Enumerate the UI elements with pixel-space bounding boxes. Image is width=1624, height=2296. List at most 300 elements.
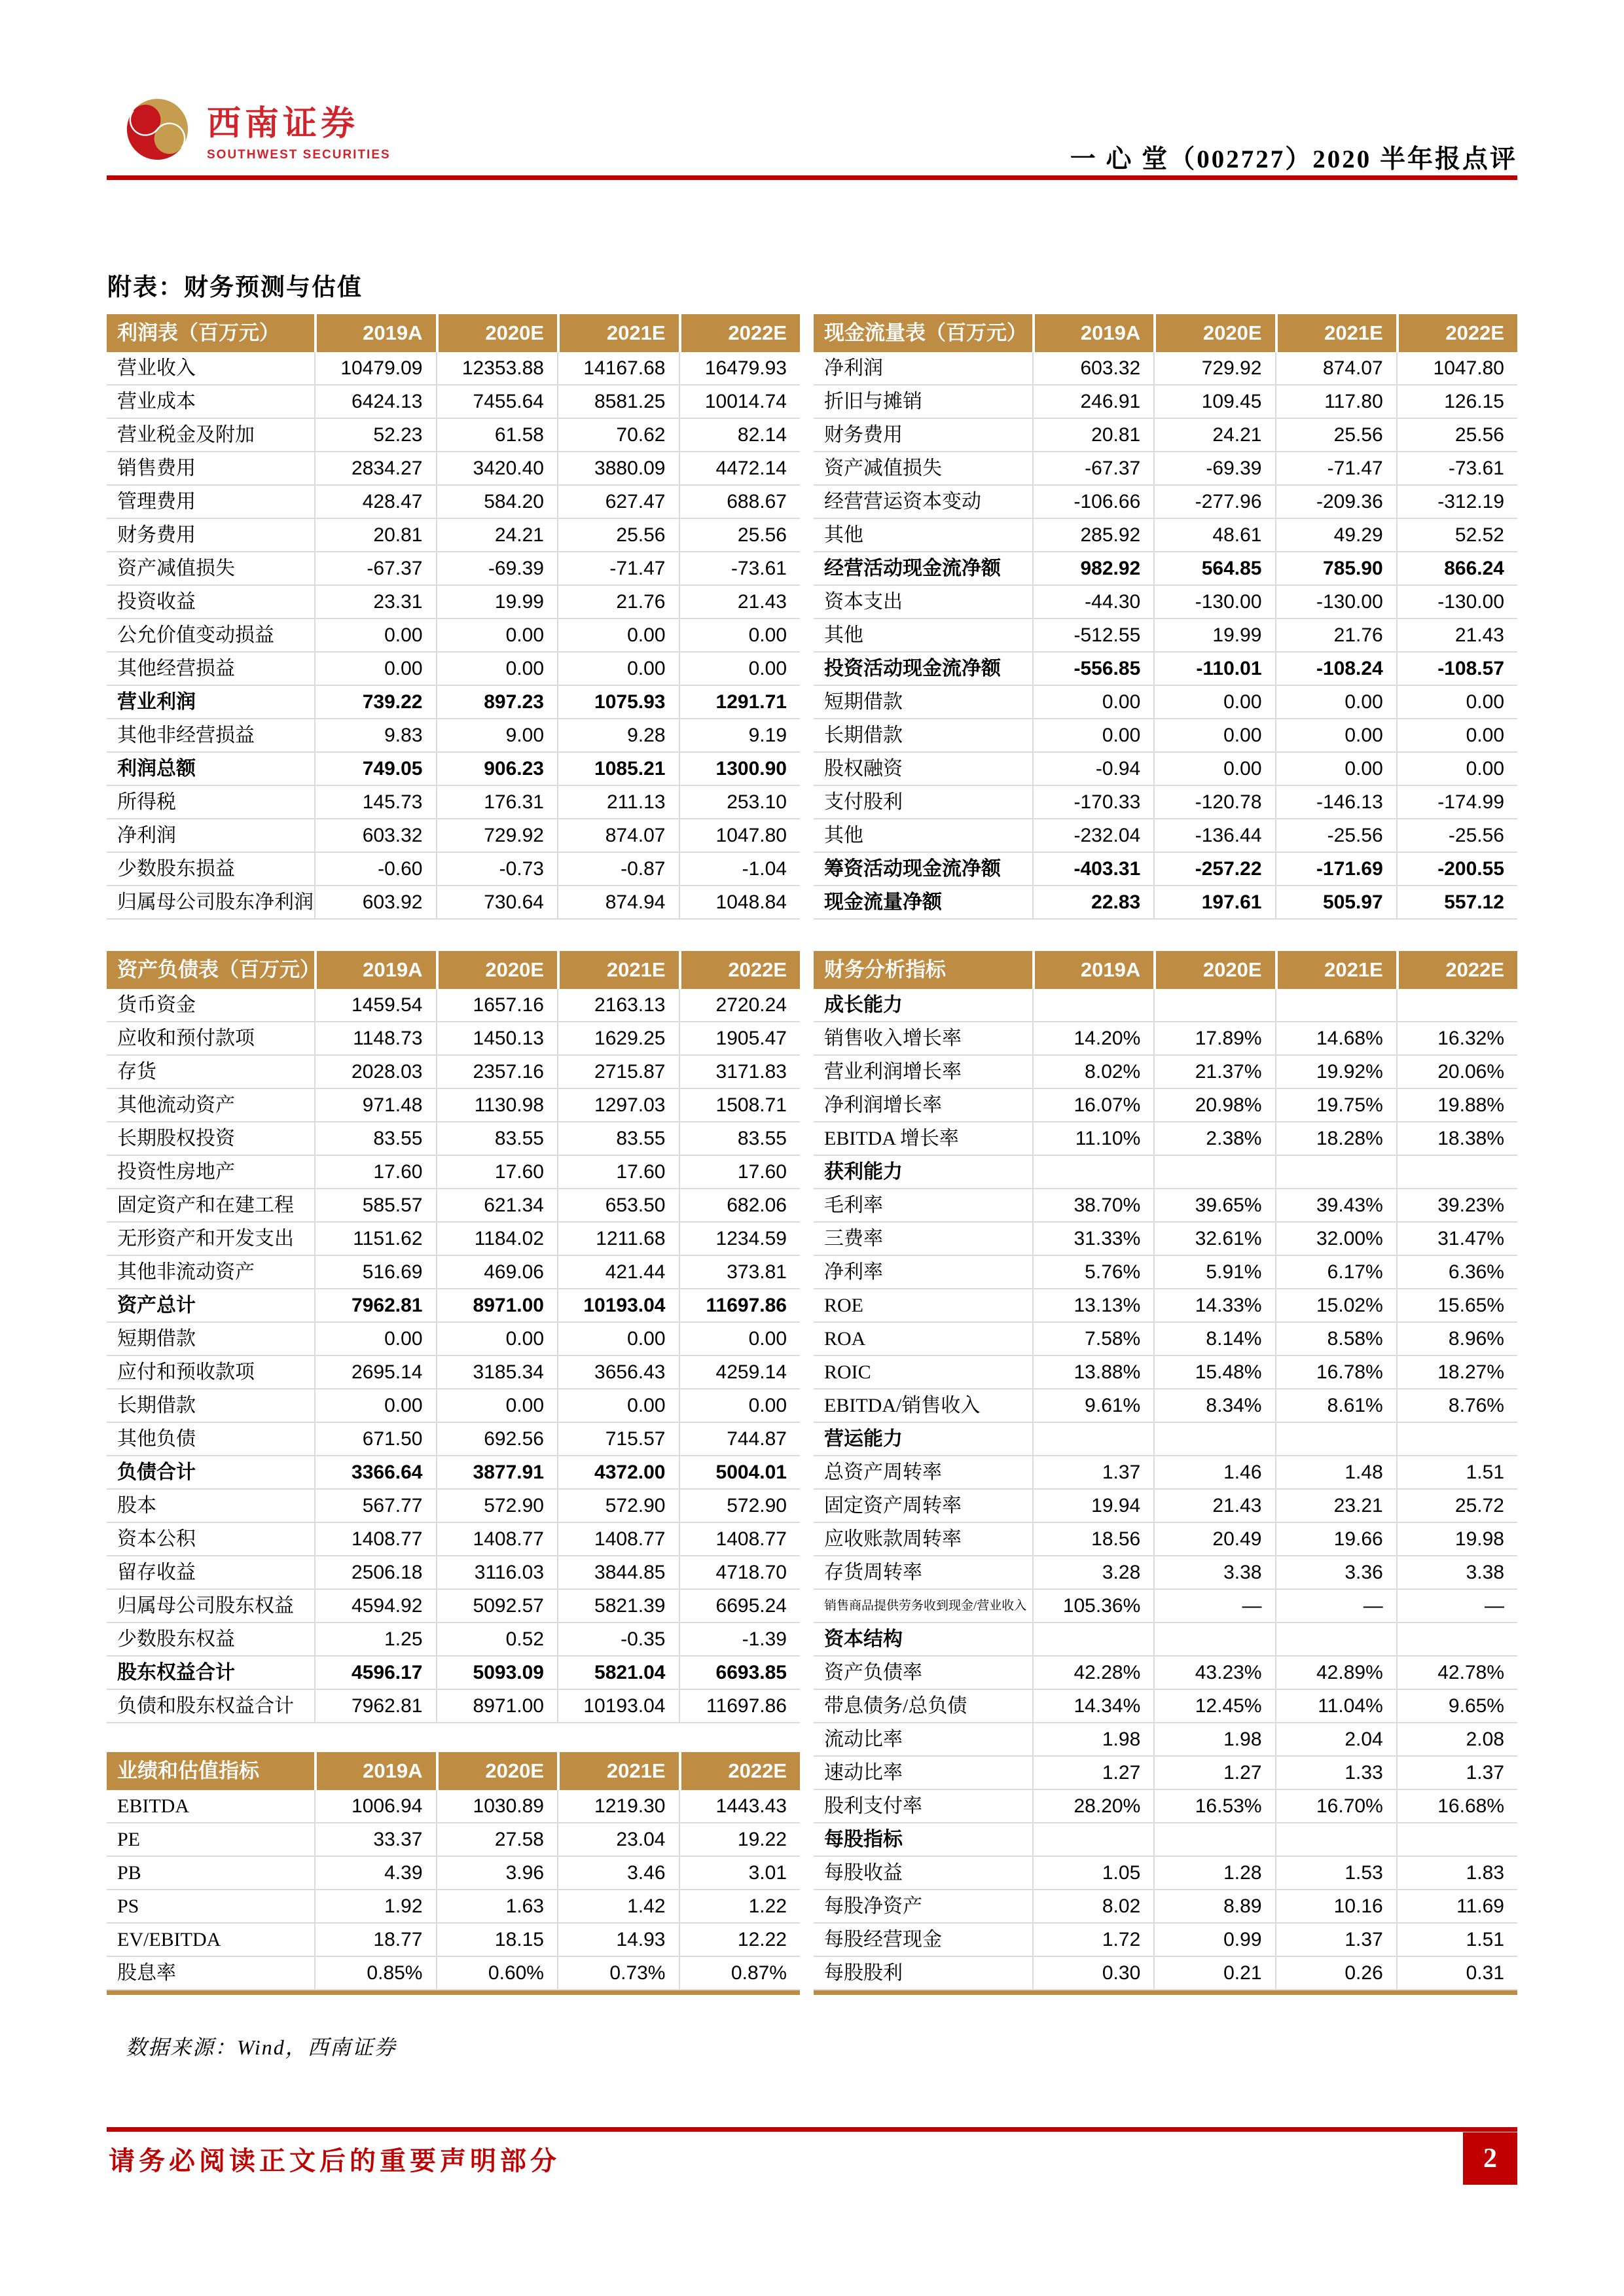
year-column-header: 2022E — [679, 1752, 801, 1790]
row-label: 其他 — [824, 825, 863, 846]
table-row — [107, 1156, 800, 1189]
table-row — [814, 1423, 1517, 1456]
cell-value: 14.20% — [1032, 1022, 1153, 1054]
cell-value: 42.78% — [1396, 1657, 1517, 1689]
cell-value: 1048.84 — [679, 886, 801, 918]
row-label: 其他负债 — [117, 1428, 196, 1450]
table-row — [107, 1189, 800, 1223]
cell-value: 505.97 — [1275, 886, 1396, 918]
cell-value: 109.45 — [1153, 386, 1274, 418]
table-row — [107, 1122, 800, 1156]
cell-value: 43.23% — [1153, 1657, 1274, 1689]
cell-value: 2.08 — [1396, 1723, 1517, 1755]
cell-value: -171.69 — [1275, 853, 1396, 885]
cell-value: 627.47 — [557, 486, 679, 518]
cell-value: 2357.16 — [436, 1056, 558, 1088]
cell-value: 0.00 — [436, 619, 558, 651]
cell-value: 3.46 — [557, 1857, 679, 1889]
cell-value: 0.00 — [1153, 686, 1274, 718]
row-label: 现金流量净额 — [824, 891, 942, 913]
cell-value: 20.98% — [1153, 1089, 1274, 1121]
cell-value: 83.55 — [679, 1122, 801, 1155]
table-row — [814, 452, 1517, 486]
cell-value: 603.32 — [314, 819, 436, 852]
row-label: ROE — [824, 1295, 863, 1316]
table-row — [107, 419, 800, 452]
table-row — [814, 1556, 1517, 1590]
table-row — [107, 1356, 800, 1390]
table-bottom-border — [814, 1990, 1517, 1995]
cell-value: 1047.80 — [679, 819, 801, 852]
cell-value: 16.68% — [1396, 1790, 1517, 1822]
year-column-header: 2021E — [557, 1752, 679, 1790]
cell-value: 653.50 — [557, 1189, 679, 1221]
row-label: 长期借款 — [824, 725, 903, 746]
cell-value: 0.00 — [557, 1323, 679, 1355]
cell-value: 6693.85 — [679, 1657, 801, 1689]
cell-value: 1291.71 — [679, 686, 801, 718]
table-header-row — [107, 1752, 800, 1790]
cell-value: -67.37 — [1032, 452, 1153, 484]
table-row — [107, 753, 800, 786]
cell-value: 692.56 — [436, 1423, 558, 1455]
row-label: 速动比率 — [824, 1762, 903, 1784]
row-label: 营业税金及附加 — [117, 424, 255, 446]
table-row — [814, 1790, 1517, 1823]
cell-value: 1508.71 — [679, 1089, 801, 1121]
row-label: 所得税 — [117, 791, 176, 813]
cell-value: 21.43 — [1396, 619, 1517, 651]
cell-value: 5004.01 — [679, 1456, 801, 1488]
row-label: 无形资产和开发支出 — [117, 1228, 294, 1249]
cell-value: 1148.73 — [314, 1022, 436, 1054]
section-title: 附表：财务预测与估值 — [107, 274, 363, 301]
cell-value: 20.49 — [1153, 1523, 1274, 1555]
cell-value: -110.01 — [1153, 653, 1274, 685]
cell-value: -108.24 — [1275, 653, 1396, 685]
cell-value: 11.69 — [1396, 1890, 1517, 1922]
cell-value: 730.64 — [436, 886, 558, 918]
cell-value: 1450.13 — [436, 1022, 558, 1054]
row-label: 净利率 — [824, 1261, 883, 1283]
cell-value: 17.60 — [314, 1156, 436, 1188]
cell-value: 14167.68 — [557, 352, 679, 384]
logo-text — [207, 98, 391, 162]
cell-value: 21.37% — [1153, 1056, 1274, 1088]
cell-value: 1.98 — [1032, 1723, 1153, 1755]
row-label: 财务费用 — [824, 424, 903, 446]
row-label: 投资活动现金流净额 — [824, 658, 1001, 679]
header-divider — [107, 175, 1517, 180]
cell-value: 1.46 — [1153, 1456, 1274, 1488]
table-row — [107, 1390, 800, 1423]
cell-value: 211.13 — [557, 786, 679, 818]
cell-value — [1396, 1423, 1517, 1455]
row-label: EBITDA — [117, 1795, 189, 1817]
table-row — [107, 386, 800, 419]
valuation-metrics-table — [107, 1752, 800, 1990]
cell-value: 8.76% — [1396, 1390, 1517, 1422]
cell-value: 9.61% — [1032, 1390, 1153, 1422]
table-header-row — [814, 314, 1517, 352]
cell-value: 0.00 — [557, 619, 679, 651]
cell-value: 0.00 — [557, 1390, 679, 1422]
cell-value — [1153, 989, 1274, 1021]
cell-value: -312.19 — [1396, 486, 1517, 518]
cell-value: 61.58 — [436, 419, 558, 451]
cell-value: 6.17% — [1275, 1256, 1396, 1288]
cell-value: 31.33% — [1032, 1223, 1153, 1255]
year-column-header: 2020E — [1153, 314, 1274, 352]
cell-value: 17.89% — [1153, 1022, 1274, 1054]
row-label: 每股指标 — [824, 1829, 903, 1850]
cell-value: -200.55 — [1396, 853, 1517, 885]
cell-value: 1184.02 — [436, 1223, 558, 1255]
cell-value: 0.00 — [314, 1323, 436, 1355]
cell-value — [1153, 1156, 1274, 1188]
cell-value: 3.38 — [1153, 1556, 1274, 1588]
row-label: PB — [117, 1862, 141, 1884]
cell-value: 12353.88 — [436, 352, 558, 384]
row-label: 长期借款 — [117, 1395, 196, 1416]
cell-value: -44.30 — [1032, 586, 1153, 618]
cell-value: 1297.03 — [557, 1089, 679, 1121]
row-label: 投资收益 — [117, 591, 196, 613]
row-label: 财务费用 — [117, 524, 196, 546]
cell-value: 572.90 — [436, 1490, 558, 1522]
cell-value: 1629.25 — [557, 1022, 679, 1054]
cell-value: 17.60 — [436, 1156, 558, 1188]
cell-value: 7.58% — [1032, 1323, 1153, 1355]
table-row — [107, 1423, 800, 1456]
year-column-header: 2021E — [557, 314, 679, 352]
cell-value — [1275, 1823, 1396, 1856]
cell-value: 18.27% — [1396, 1356, 1517, 1388]
table-row — [814, 1356, 1517, 1390]
cell-value: 906.23 — [436, 753, 558, 785]
cell-value: -0.60 — [314, 853, 436, 885]
cell-value: 3.38 — [1396, 1556, 1517, 1588]
row-label: PE — [117, 1829, 141, 1850]
row-label: 经营营运资本变动 — [824, 491, 981, 512]
cell-value: 4259.14 — [679, 1356, 801, 1388]
year-column-header: 2022E — [1396, 951, 1517, 989]
year-column-header: 2020E — [436, 951, 558, 989]
cell-value: 39.23% — [1396, 1189, 1517, 1221]
cell-value: 1075.93 — [557, 686, 679, 718]
row-label: 利润总额 — [117, 758, 196, 780]
table-bottom-border — [107, 1990, 800, 1995]
cell-value: 0.00 — [1275, 719, 1396, 751]
cell-value: 567.77 — [314, 1490, 436, 1522]
cell-value: 5821.04 — [557, 1657, 679, 1689]
cell-value: 25.56 — [679, 519, 801, 551]
cell-value: 0.00 — [679, 619, 801, 651]
table-row — [107, 586, 800, 619]
cell-value: 671.50 — [314, 1423, 436, 1455]
cell-value: 83.55 — [557, 1122, 679, 1155]
table-header-row — [107, 314, 800, 352]
cell-value: 8.96% — [1396, 1323, 1517, 1355]
table-row — [107, 352, 800, 386]
cell-value: 3.96 — [436, 1857, 558, 1889]
cell-value: 2715.87 — [557, 1056, 679, 1088]
row-label: 负债合计 — [117, 1462, 196, 1483]
footer-disclaimer: 请务必阅读正文后的重要声明部分 — [109, 2146, 560, 2176]
cell-value: 52.23 — [314, 419, 436, 451]
cell-value: 0.85% — [314, 1957, 436, 1989]
row-label: 其他流动资产 — [117, 1094, 235, 1116]
cell-value: 11.10% — [1032, 1122, 1153, 1155]
cell-value: 584.20 — [436, 486, 558, 518]
row-label: 股东权益合计 — [117, 1662, 235, 1683]
row-label: 其他非经营损益 — [117, 725, 255, 746]
cell-value: 19.99 — [436, 586, 558, 618]
cell-value: 3844.85 — [557, 1556, 679, 1588]
cell-value: 42.89% — [1275, 1657, 1396, 1689]
cell-value: 18.15 — [436, 1924, 558, 1956]
row-label: 支付股利 — [824, 791, 903, 813]
cell-value: 1.53 — [1275, 1857, 1396, 1889]
cell-value: 729.92 — [436, 819, 558, 852]
cell-value — [1153, 1423, 1274, 1455]
data-source-note: 数据来源：Wind，西南证券 — [126, 2036, 397, 2059]
year-column-header: 2021E — [1275, 314, 1396, 352]
cell-value: -130.00 — [1396, 586, 1517, 618]
row-label: 销售商品提供劳务收到现金/营业收入 — [824, 1599, 1027, 1613]
cell-value: 785.90 — [1275, 552, 1396, 584]
cell-value: 5.91% — [1153, 1256, 1274, 1288]
footer-divider — [107, 2127, 1517, 2132]
cell-value: 1.22 — [679, 1890, 801, 1922]
cell-value: 0.00 — [1032, 719, 1153, 751]
row-label: 短期借款 — [117, 1328, 196, 1350]
cell-value: 2028.03 — [314, 1056, 436, 1088]
row-label: 净利润 — [824, 357, 883, 379]
cell-value: 22.83 — [1032, 886, 1153, 918]
cell-value: 17.60 — [679, 1156, 801, 1188]
left-column — [107, 314, 800, 1995]
year-column-header: 2019A — [1032, 314, 1153, 352]
cell-value: 8.34% — [1153, 1390, 1274, 1422]
cell-value: -257.22 — [1153, 853, 1274, 885]
year-column-header: 2022E — [679, 951, 801, 989]
year-column-header: 2019A — [314, 951, 436, 989]
cell-value: 11697.86 — [679, 1289, 801, 1321]
table-row — [814, 1390, 1517, 1423]
cell-value: -73.61 — [679, 552, 801, 584]
cell-value: 21.43 — [1153, 1490, 1274, 1522]
year-column-header: 2020E — [1153, 951, 1274, 989]
table-row — [814, 886, 1517, 920]
cell-value: 19.88% — [1396, 1089, 1517, 1121]
cell-value: 373.81 — [679, 1256, 801, 1288]
row-label: 营业成本 — [117, 391, 196, 412]
cell-value: 20.81 — [1032, 419, 1153, 451]
cell-value: 1047.80 — [1396, 352, 1517, 384]
row-label: 每股经营现金 — [824, 1929, 942, 1950]
cell-value: 2.04 — [1275, 1723, 1396, 1755]
row-label: 资本支出 — [824, 591, 903, 613]
row-label: 每股收益 — [824, 1862, 903, 1884]
cell-value: 5093.09 — [436, 1657, 558, 1689]
cell-value: -120.78 — [1153, 786, 1274, 818]
cell-value: 0.00 — [314, 653, 436, 685]
cell-value: 145.73 — [314, 786, 436, 818]
cell-value: 16479.93 — [679, 352, 801, 384]
cell-value: -136.44 — [1153, 819, 1274, 852]
cell-value: 9.83 — [314, 719, 436, 751]
cell-value: 0.00 — [557, 653, 679, 685]
cell-value: — — [1396, 1590, 1517, 1622]
cell-value: 25.56 — [557, 519, 679, 551]
cell-value: 10193.04 — [557, 1690, 679, 1722]
cell-value: 0.26 — [1275, 1957, 1396, 1989]
cell-value — [1032, 1156, 1153, 1188]
cell-value: 1408.77 — [679, 1523, 801, 1555]
cell-value: 14.33% — [1153, 1289, 1274, 1321]
cell-value: 744.87 — [679, 1423, 801, 1455]
cell-value: 4472.14 — [679, 452, 801, 484]
table-row — [814, 1223, 1517, 1256]
cell-value: 20.81 — [314, 519, 436, 551]
cell-value: 9.65% — [1396, 1690, 1517, 1722]
cell-value: 8.61% — [1275, 1390, 1396, 1422]
cell-value: 12.22 — [679, 1924, 801, 1956]
cell-value: 0.00 — [436, 1323, 558, 1355]
table-row — [814, 1289, 1517, 1323]
cell-value: 16.32% — [1396, 1022, 1517, 1054]
row-label: 存货周转率 — [824, 1562, 922, 1583]
table-row — [107, 1223, 800, 1256]
cell-value: -1.39 — [679, 1623, 801, 1655]
table-row — [814, 1957, 1517, 1990]
cell-value: 585.57 — [314, 1189, 436, 1221]
row-label: 折旧与摊销 — [824, 391, 922, 412]
table-row — [814, 1523, 1517, 1556]
cell-value: 19.22 — [679, 1823, 801, 1856]
table-row — [107, 452, 800, 486]
row-label: EBITDA 增长率 — [824, 1128, 959, 1149]
cell-value: 0.00 — [1396, 753, 1517, 785]
cell-value: 1.92 — [314, 1890, 436, 1922]
row-label: 成长能力 — [824, 994, 903, 1016]
cell-value: 83.55 — [436, 1122, 558, 1155]
cell-value: 0.52 — [436, 1623, 558, 1655]
row-label: 其他非流动资产 — [117, 1261, 255, 1283]
row-label: 其他 — [824, 524, 863, 546]
cell-value — [1153, 1823, 1274, 1856]
cell-value: 4718.70 — [679, 1556, 801, 1588]
cell-value: 83.55 — [314, 1122, 436, 1155]
logo-mark-icon — [126, 98, 189, 160]
cell-value: 246.91 — [1032, 386, 1153, 418]
page-number-badge: 2 — [1463, 2132, 1517, 2185]
cell-value: 1.37 — [1275, 1924, 1396, 1956]
row-label: 获利能力 — [824, 1161, 903, 1183]
table-row — [814, 486, 1517, 519]
cell-value: -67.37 — [314, 552, 436, 584]
year-column-header: 2022E — [679, 314, 801, 352]
table-row — [107, 1323, 800, 1356]
cell-value: 0.00 — [1153, 753, 1274, 785]
cell-value: 82.14 — [679, 419, 801, 451]
cell-value: 0.00 — [1396, 719, 1517, 751]
cell-value: 1.42 — [557, 1890, 679, 1922]
cell-value: -25.56 — [1275, 819, 1396, 852]
table-row — [107, 1523, 800, 1556]
cell-value: 7962.81 — [314, 1289, 436, 1321]
cell-value: 49.29 — [1275, 519, 1396, 551]
cell-value: 23.31 — [314, 586, 436, 618]
cell-value: 971.48 — [314, 1089, 436, 1121]
cell-value: -0.94 — [1032, 753, 1153, 785]
cell-value: 8581.25 — [557, 386, 679, 418]
row-label: 股息率 — [117, 1962, 176, 1984]
row-label: 其他 — [824, 624, 863, 646]
cell-value: 421.44 — [557, 1256, 679, 1288]
cell-value: 5.76% — [1032, 1256, 1153, 1288]
row-label: EBITDA/销售收入 — [824, 1395, 981, 1416]
cell-value: 572.90 — [679, 1490, 801, 1522]
table-row — [814, 1323, 1517, 1356]
cell-value — [1032, 989, 1153, 1021]
cell-value: 682.06 — [679, 1189, 801, 1221]
cell-value: 0.00 — [679, 1390, 801, 1422]
cell-value: -174.99 — [1396, 786, 1517, 818]
cell-value: 18.38% — [1396, 1122, 1517, 1155]
cell-value: 1443.43 — [679, 1790, 801, 1822]
cell-value: 18.56 — [1032, 1523, 1153, 1555]
cell-value: 621.34 — [436, 1189, 558, 1221]
year-column-header: 2019A — [314, 1752, 436, 1790]
cell-value: 9.00 — [436, 719, 558, 751]
cell-value: 32.61% — [1153, 1223, 1274, 1255]
cell-value: 874.94 — [557, 886, 679, 918]
row-label: 固定资产和在建工程 — [117, 1194, 294, 1216]
cell-value: 1.28 — [1153, 1857, 1274, 1889]
table-row — [814, 1657, 1517, 1690]
row-label: 资产总计 — [117, 1295, 196, 1316]
cell-value: 1130.98 — [436, 1089, 558, 1121]
cell-value: 572.90 — [557, 1490, 679, 1522]
row-label: 固定资产周转率 — [824, 1495, 962, 1516]
row-label: 短期借款 — [824, 691, 903, 713]
cell-value: 24.21 — [1153, 419, 1274, 451]
cell-value: 469.06 — [436, 1256, 558, 1288]
table-row — [107, 1957, 800, 1990]
cell-value: -25.56 — [1396, 819, 1517, 852]
table-row — [107, 686, 800, 719]
cell-value: 19.94 — [1032, 1490, 1153, 1522]
cell-value: 117.80 — [1275, 386, 1396, 418]
cell-value: 0.99 — [1153, 1924, 1274, 1956]
row-label: PS — [117, 1895, 139, 1917]
row-label: 资产减值损失 — [824, 457, 942, 479]
row-label: 毛利率 — [824, 1194, 883, 1216]
cell-value: 2695.14 — [314, 1356, 436, 1388]
cell-value: 1657.16 — [436, 989, 558, 1021]
table-row — [107, 1490, 800, 1523]
cell-value: 6695.24 — [679, 1590, 801, 1622]
cell-value: 428.47 — [314, 486, 436, 518]
table-row — [814, 519, 1517, 552]
table-title: 利润表（百万元） — [117, 321, 280, 344]
row-label: 管理费用 — [117, 491, 196, 512]
cell-value: 2163.13 — [557, 989, 679, 1021]
cashflow-statement-table — [814, 314, 1517, 920]
cell-value: 1211.68 — [557, 1223, 679, 1255]
